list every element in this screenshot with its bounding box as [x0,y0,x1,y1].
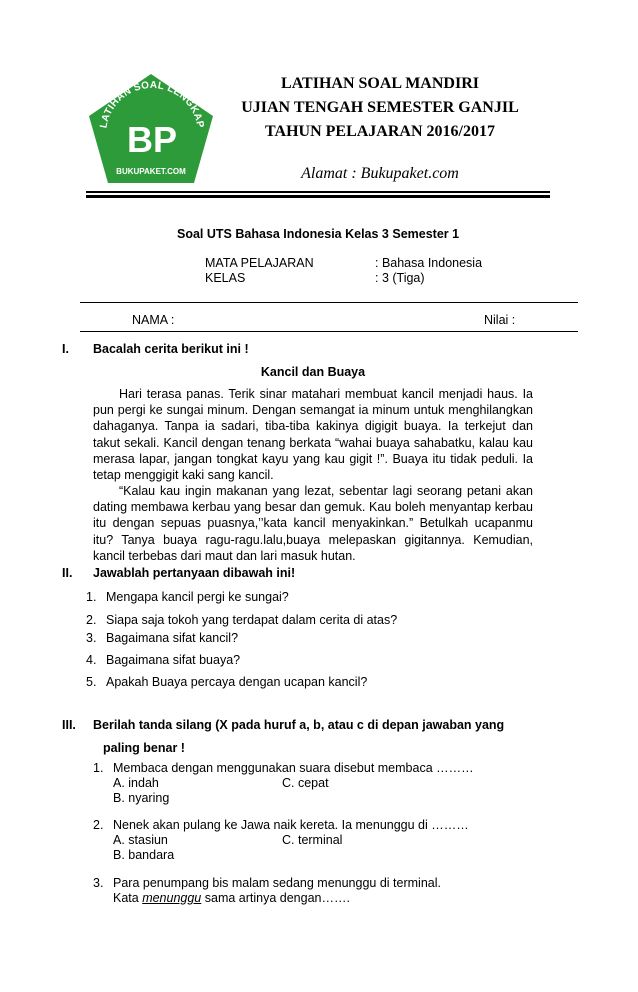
story-paragraph-1 [93,386,533,483]
story-line: itu? Tanya buaya ragu-ragu.lalu,buaya melepaskan gigitannya. Kemudian, [93,532,533,547]
story-line: pun pergi ke sungai minum. Dengan semangat ia minum untuk menghilangkan [93,403,533,418]
story-line: “Kalau kau ingin makanan yang lezat, sebentar lagi seorang petani akan [119,484,533,498]
story-line: tetap menggigit kaki sang kancil. [93,468,274,483]
mc-option-a: A. indah [113,776,159,790]
header-divider-thick [86,195,550,198]
story-line: dating membawa kerbau yang besar dan gemuk. Kau boleh menyantap kerbau [93,500,533,515]
essay-question: 3. Bagaimana sifat kancil? [86,631,239,645]
mc-question-3-line2: Kata menunggu sama artinya dengan……. [113,891,350,905]
header-title-line3: TAHUN PELAJARAN 2016/2017 [265,123,495,140]
header-title-line1: LATIHAN SOAL MANDIRI [281,75,479,92]
story-line: merasa lapar, jangan tongkat kayu yang kau gigit !”. Buaya itu tidak peduli. Ia [93,451,533,466]
mc-question-3: 3. Para penumpang bis malam sedang menunggu di terminal. [93,876,441,890]
story-line: Hari terasa panas. Terik sinar matahari membuat kancil menjadi haus. Ia [119,387,533,401]
section3-title-line1: Berilah tanda silang (X pada huruf a, b, atau c di depan jawaban yang [93,718,505,732]
story-line: itu dengan sepuas puasnya,’’kata kancil menyakinkan.” Betulkah ucapanmu [93,516,533,531]
essay-question: 5. Apakah Buaya percaya dengan ucapan kancil? [86,675,368,689]
exam-title: Soal UTS Bahasa Indonesia Kelas 3 Semester 1 [177,227,460,241]
essay-question: 4. Bagaimana sifat buaya? [86,653,241,667]
name-row-top-line [80,302,578,303]
subject-label: MATA PELAJARAN [205,256,314,270]
mc-option-a: A. stasiun [113,833,168,847]
underlined-word: menunggu [142,891,202,905]
header-address: Alamat : Bukupaket.com [301,165,459,182]
section1-number: I. [62,342,69,356]
section1-title: Bacalah cerita berikut ini ! [93,342,249,356]
mc-option-c: C. cepat [282,776,329,790]
class-value: : 3 (Tiga) [375,271,425,285]
section3-title-line2: paling benar ! [103,741,185,755]
mc-option-b: B. nyaring [113,791,170,805]
section3-number: III. [62,718,76,732]
mc-option-b: B. bandara [113,848,175,862]
story-title: Kancil dan Buaya [260,365,366,379]
mc-question-1: 1. Membaca dengan menggunakan suara disebut membaca ……… [93,761,474,775]
class-label: KELAS [205,271,246,285]
header-divider-thin [86,191,550,193]
logo-initials: BP [126,119,178,160]
bukupaket-logo [86,72,216,186]
mc-option-c: C. terminal [282,833,343,847]
name-row-bottom-line [80,331,578,332]
essay-question: 1. Mengapa kancil pergi ke sungai? [86,590,289,604]
section2-number: II. [62,566,73,580]
story-paragraph-2 [93,483,533,564]
section2-title: Jawablah pertanyaan dibawah ini! [93,566,296,580]
grade-label: Nilai : [484,313,516,327]
logo-arc-text: LATIHAN SOAL LENGKAP [98,79,206,130]
story-line: kancil terbebas dari maut dan lari masuk hutan. [93,548,356,563]
logo-url-text: BUKUPAKET.COM [116,167,186,176]
subject-value: : Bahasa Indonesia [375,256,483,270]
story-line: dahaganya. Tanpa ia sadari, tiba-tiba kakinya digigit buaya. Ia terkejut dan [93,419,533,434]
mc-question-2: 2. Nenek akan pulang ke Jawa naik kereta. Ia menunggu di ……… [93,818,469,832]
story-line: takut sekali. Kancil dengan tenang berkata “wahai buaya sahabatku, kalau kau [93,435,533,450]
essay-question: 2. Siapa saja tokoh yang terdapat dalam cerita di atas? [86,613,398,627]
name-label: NAMA : [132,313,175,327]
header-title-line2: UJIAN TENGAH SEMESTER GANJIL [241,99,519,116]
